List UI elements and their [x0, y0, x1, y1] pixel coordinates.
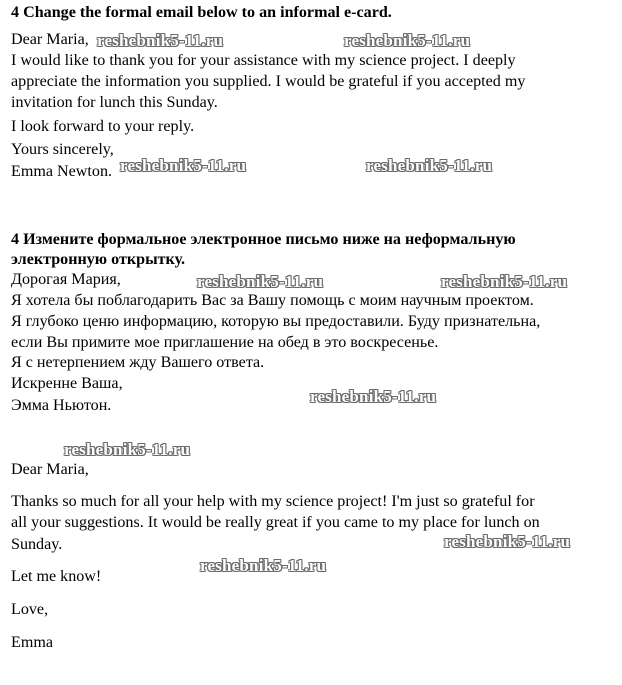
watermark: reshebnik5-11.ru: [97, 31, 224, 50]
formal-email-line: invitation for lunch this Sunday.: [11, 94, 218, 111]
watermark: reshebnik5-11.ru: [64, 440, 191, 459]
watermark: reshebnik5-11.ru: [197, 272, 324, 291]
watermark: reshebnik5-11.ru: [120, 156, 247, 175]
formal-email-line: I look forward to your reply.: [11, 118, 195, 135]
watermark: reshebnik5-11.ru: [441, 272, 568, 291]
answer-greeting: Dear Maria,: [11, 461, 89, 478]
translation-signature: Эмма Ньютон.: [11, 397, 112, 414]
watermark: reshebnik5-11.ru: [200, 556, 327, 575]
translation-line: Я глубоко ценю информацию, которую вы предоставили. Буду признательна,: [11, 313, 541, 330]
task-heading-english: 4 Change the formal email below to an informal e-card.: [11, 4, 392, 21]
formal-email-line: I would like to thank you for your assistance with my science project. I deeply: [11, 52, 516, 69]
answer-signature: Emma: [11, 634, 54, 651]
formal-email-greeting: Dear Maria,: [11, 31, 89, 48]
answer-body-line: all your suggestions. It would be really great if you came to my place for lunch on: [11, 514, 540, 531]
watermark: reshebnik5-11.ru: [344, 31, 471, 50]
watermark: reshebnik5-11.ru: [366, 156, 493, 175]
task-heading-russian-line2: электронную открытку.: [11, 251, 186, 268]
translation-line: если Вы примите мое приглашение на обед в это воскресенье.: [11, 334, 439, 351]
watermark: reshebnik5-11.ru: [310, 387, 437, 406]
answer-love: Love,: [11, 601, 49, 618]
task-heading-russian-line1: 4 Измените формальное электронное письмо ниже на неформальную: [11, 231, 516, 248]
formal-email-line: appreciate the information you supplied. I would be grateful if you accepted my: [11, 73, 526, 90]
translation-closing: Искренне Ваша,: [11, 375, 123, 392]
answer-closing: Let me know!: [11, 568, 102, 585]
formal-email-closing: Yours sincerely,: [11, 141, 114, 158]
translation-line: Я хотела бы поблагодарить Вас за Вашу помощь с моим научным проектом.: [11, 292, 534, 309]
answer-body-line: Thanks so much for all your help with my science project! I'm just so grateful for: [11, 493, 535, 510]
watermark: reshebnik5-11.ru: [444, 532, 571, 551]
translation-greeting: Дорогая Мария,: [11, 271, 121, 288]
formal-email-signature: Emma Newton.: [11, 163, 113, 180]
translation-line: Я с нетерпением жду Вашего ответа.: [11, 354, 265, 371]
answer-body-line: Sunday.: [11, 536, 63, 553]
